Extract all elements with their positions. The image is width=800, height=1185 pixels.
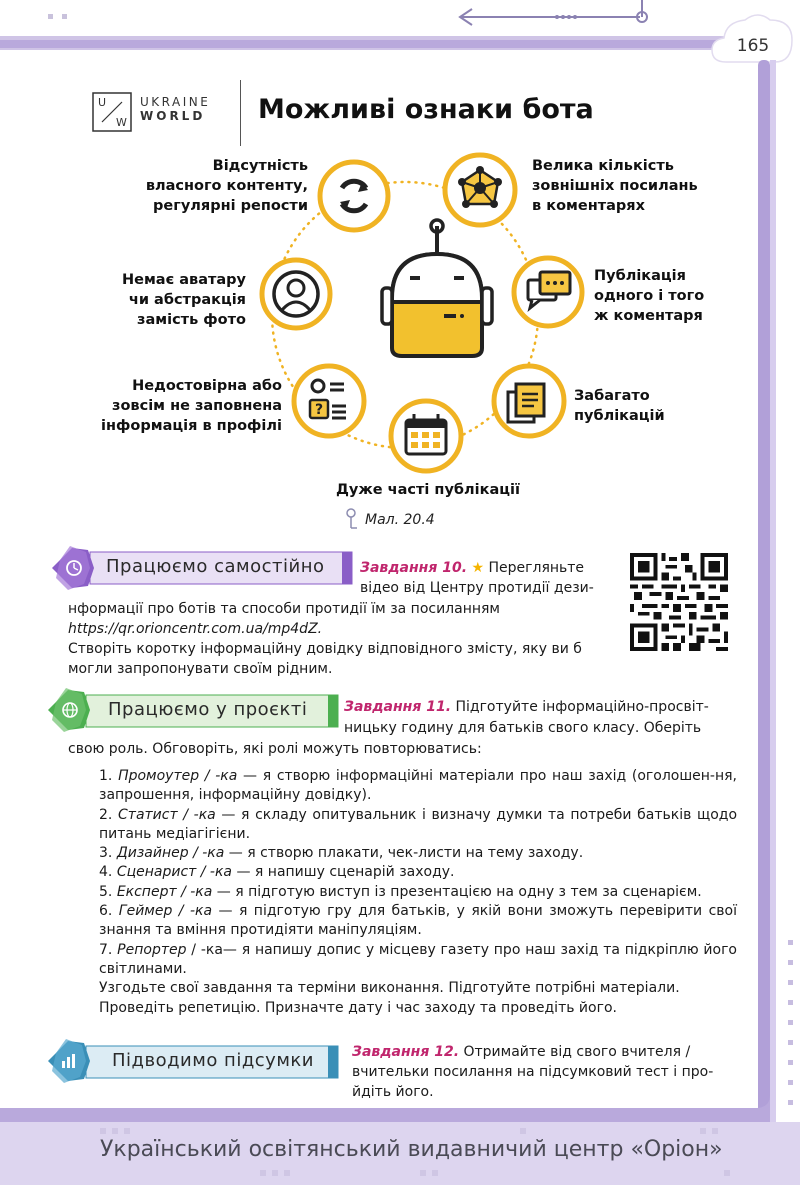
robot-icon [372,218,502,358]
chat-bubbles-icon [510,254,586,330]
section1-line3: нформації про ботів та способи протидії їм за посиланням [68,601,500,617]
logo-letter-w: W [116,116,127,129]
bar-chart-icon [58,1051,78,1071]
section1-line6: могли запропонувати своїм рідним. [68,661,333,677]
label-no-avatar: Немає аватару чи абстракція замість фото [121,272,246,328]
list-item: 7. Репортер / -ка— я напишу допис у місцеву газету про наш захід та підкріплю його світлинами. [99,941,737,977]
list-item: 6. Геймер / -ка — я підготую гру для батьків, у якій вони зможуть перевірити свої знання та вміння протидіяти маніпуляціям. [99,903,737,939]
list-item: 5. Експерт / -ка — я підготую виступ із презентацією на одну з тем за сценарієм. [99,883,702,900]
figure-title: Можливі ознаки бота [258,94,594,125]
label-too-many: Забагато публікацій [574,388,665,424]
star-icon: ★ [471,560,485,576]
task10-label: Завдання 10. [360,560,468,576]
closing-line1: Узгодьте свої завдання та терміни виконання. Підготуйте потрібні матеріали. [99,980,680,997]
list-item: 4. Сценарист / -ка — я напишу сценарій заходу. [99,864,455,881]
globe-icon [60,700,80,720]
calendar-icon [386,396,466,476]
section2-line2: ницьку годину для батьків свого класу. Оберіть [344,720,702,736]
label-many-links: Велика кількість зовнішніх посилань в коментарях [532,158,698,214]
caption-pin-icon [344,508,358,530]
figure-caption: Мал. 20.4 [365,512,435,528]
section1-line1: Завдання 10. ★ Перегляньте [360,560,585,576]
list-item: 2. Статист / -ка — я складу опитувальник і визначу думки та потреби батьків щодо питань медіагігієни. [99,806,738,842]
section3-line3: йдіть його. [352,1084,434,1100]
task12-label: Завдання 12. [352,1044,460,1060]
publisher-footer: Український освітянський видавничий центр «Оріон» [100,1137,723,1162]
section1-link[interactable]: https://qr.orioncentr.com.ua/mp4dZ. [68,621,323,637]
page-number: 165 [736,36,770,56]
section1-line5: Створіть коротку інформаційну довідку відповідного змісту, яку ви б [68,641,582,657]
task11-label: Завдання 11. [344,699,452,715]
section2-title: Працюємо у проєкті [108,699,308,720]
title-divider [240,80,241,146]
section1-title: Працюємо самостійно [106,556,325,577]
section1-line2: відео від Центру протидії дези- [360,580,594,596]
section2-line3: свою роль. Обговоріть, які ролі можуть повторюватись: [68,741,482,757]
section3-line1: Завдання 12. Отримайте від свого вчителя / [352,1044,691,1060]
closing-line2: Проведіть репетицію. Призначте дату і час заходу та проведіть його. [99,999,617,1016]
section2-line1: Завдання 11. Підготуйте інформаційно-просвіт- [344,699,709,715]
profile-question-icon [290,362,368,440]
user-avatar-icon [258,256,334,332]
clock-icon [64,558,84,578]
brand-line1: UKRAINE [140,95,211,109]
qr-code[interactable] [630,553,728,651]
label-same-comment: Публікація одного і того ж коментаря [594,268,705,324]
roles-list [99,767,737,1018]
documents-icon [490,362,568,440]
brand-line2: WORLD [140,109,206,124]
logo-letter-u: U [98,96,107,109]
label-bad-profile: Недостовірна або зовсім не заповнена інформація в профілі [101,378,282,434]
label-frequent: Дуже часті публікації [336,482,520,498]
section3-title: Підводимо підсумки [112,1050,314,1071]
list-item: 3. Дизайнер / -ка — я створю плакати, чек-листи на тему заходу. [99,845,584,862]
label-no-content: Відсутність власного контенту, регулярні репости [145,158,308,214]
section3-line2: вчительки посилання на підсумковий тест і про- [352,1064,714,1080]
svg-text:?: ? [314,402,324,418]
brand-name [140,95,210,124]
list-item: 1. Промоутер / -ка — я створю інформаційні матеріали про наш захід (оголошен-ня, запрошення, інформаційну довідку). [99,768,737,804]
